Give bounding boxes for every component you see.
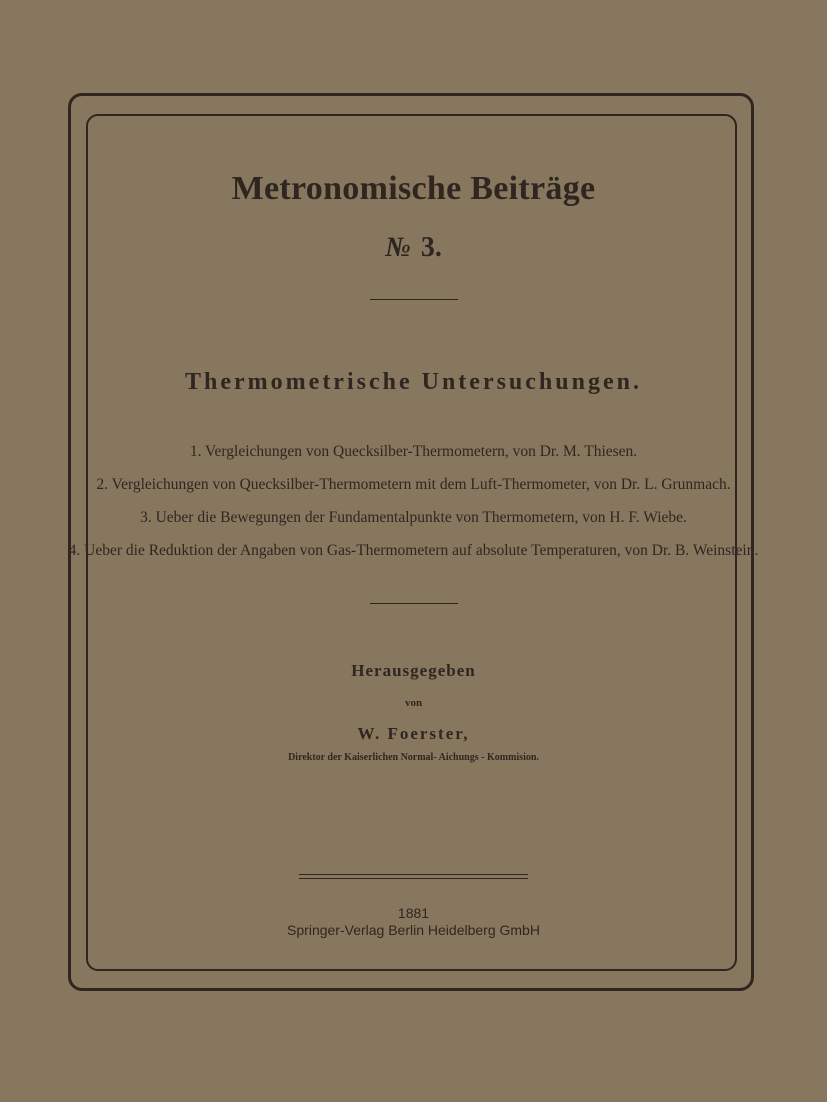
editor-role: Direktor der Kaiserlichen Normal- Aichungs - Kommision. (288, 752, 539, 763)
contents-item: 3. Ueber die Bewegungen der Fundamentalpunkte von Thermometern, von H. F. Wiebe. (140, 509, 687, 526)
editor-label: Herausgegeben (351, 661, 476, 680)
contents-item: 2. Vergleichungen von Quecksilber-Thermometern mit dem Luft-Thermometer, von Dr. L. Grunmach. (96, 476, 731, 493)
middle-divider (370, 603, 458, 604)
publisher-name: Springer-Verlag Berlin Heidelberg GmbH (287, 922, 540, 938)
top-divider (370, 299, 458, 300)
series-title: Metronomische Beiträge (231, 170, 596, 207)
main-title: Thermometrische Untersuchungen. (185, 369, 642, 395)
contents-list (0, 442, 827, 574)
publication-year: 1881 (397, 905, 430, 921)
editor-by: von (404, 697, 423, 709)
double-divider (299, 874, 528, 879)
editor-name: W. Foerster, (357, 724, 470, 743)
volume-number-value: 3. (420, 232, 442, 263)
volume-number (0, 232, 827, 264)
contents-item: 1. Vergleichungen von Quecksilber-Thermometern, von Dr. M. Thiesen. (189, 443, 638, 460)
number-sign-glyph: № (385, 232, 411, 263)
contents-item: 4. Ueber die Reduktion der Angaben von Gas-Thermometern auf absolute Temperaturen, von Dr. B. Weinstein. (68, 542, 759, 559)
